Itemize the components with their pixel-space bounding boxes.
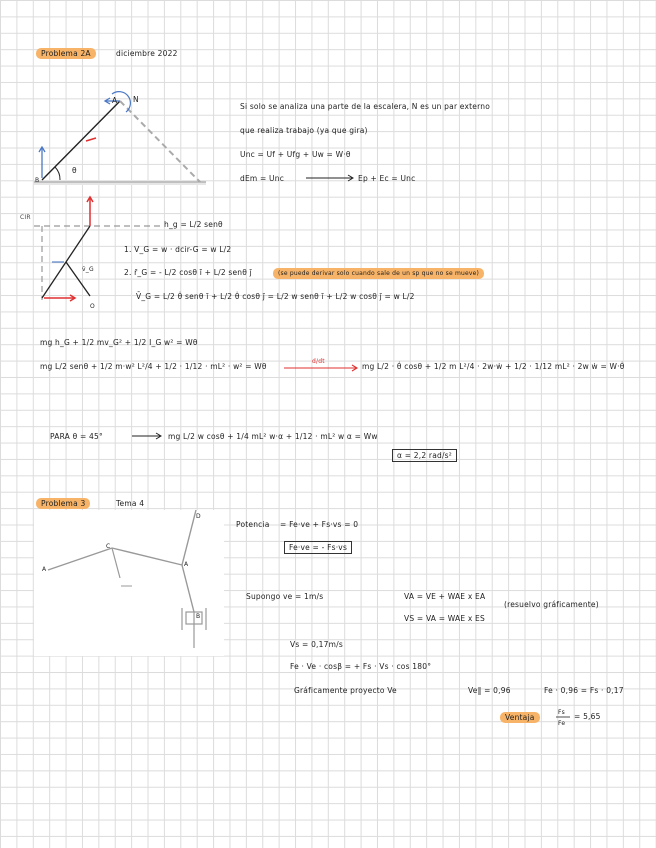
- ventaja-val: = 5,65: [574, 712, 601, 721]
- label-d-left: A: [42, 566, 47, 573]
- label-cir: CIR: [20, 214, 31, 221]
- label-b: B: [35, 177, 40, 184]
- text-line-5: Ep + Ec = Unc: [358, 174, 416, 183]
- eq-2-note: (se puede derivar solo cuando sale de un sp que no se mueve): [273, 268, 484, 279]
- ventaja-label: Ventaja: [500, 712, 540, 723]
- label-b3: B: [196, 613, 201, 620]
- label-theta: θ: [72, 166, 77, 175]
- label-c: C: [106, 543, 111, 550]
- energy-eq-3: mg L/2 · θ̇ cosθ + 1/2 m L²/4 · 2w·ẇ + 1/2 · 1/12 mL² · 2w ẇ = W·θ̇: [362, 362, 625, 371]
- label-a: A: [112, 96, 118, 105]
- ventaja-den: Fe: [558, 720, 566, 727]
- vs-eq: VS = VA = WAE x ES: [404, 614, 485, 623]
- graf-line: Gráficamente proyecto Ve: [294, 686, 397, 695]
- boxed-eq: Fe·ve = - Fs·vs: [284, 541, 352, 554]
- note-graf: (resuelvo gráficamente): [504, 600, 599, 609]
- potencia-eq: = Fe·ve + Fs·vs = 0: [280, 520, 359, 529]
- para-eq: mg L/2 w cosθ + 1/4 mL² w·α + 1/12 · mL² w α = Ww: [168, 432, 378, 441]
- eq-2: 2. r̄_G = - L/2 cosθ ī + L/2 senθ j̄: [124, 268, 252, 277]
- fe-eq: Fe · 0,96 = Fs · 0,17: [544, 686, 624, 695]
- text-line-1: Si solo se analiza una parte de la escalera, N es un par externo: [240, 102, 490, 111]
- vep: Ve‖ = 0,96: [468, 686, 511, 695]
- result-box: α = 2,2 rad/s²: [392, 449, 457, 462]
- text-line-4: dEm = Unc: [240, 174, 285, 183]
- power-eq: Fe · Ve · cosβ = + Fs · Vs · cos 180°: [290, 662, 432, 671]
- energy-eq-2: mg L/2 senθ + 1/2 m·w² L²/4 + 1/2 · 1/12 · mL² · w² = Wθ: [40, 362, 267, 371]
- eq-vg: V̄_G = L/2 θ̇ senθ ī + L/2 θ̇ cosθ j̄ = L/2 w senθ ī + L/2 w cosθ j̄ = w L/2: [136, 292, 415, 301]
- ventaja-num: Fs: [558, 709, 565, 716]
- energy-eq: mg h_G + 1/2 mv_G² + 1/2 I_G w² = Wθ: [40, 338, 198, 347]
- supongo: Supongo ve = 1m/s: [246, 592, 324, 601]
- problem3-title: Problema 3: [36, 498, 90, 509]
- label-n: N: [133, 95, 139, 104]
- text-line-2: que realiza trabajo (ya que gira): [240, 126, 368, 135]
- label-d: D: [196, 513, 201, 520]
- problem2a-title: Problema 2A: [36, 48, 96, 59]
- text-line-3: Unc = Uf + Ufg + Uw = W·θ: [240, 150, 351, 159]
- eq-hg: h_g = L/2 senθ: [164, 220, 223, 229]
- va-eq: VA = VE + WAE x EA: [404, 592, 486, 601]
- label-a3: A: [184, 561, 189, 568]
- problem3-subtitle: Tema 4: [116, 499, 145, 508]
- label-vg: v̄_G: [82, 266, 94, 273]
- eq-1: 1. V_G = w · dcir-G = w L/2: [124, 245, 232, 254]
- problem2a-date: diciembre 2022: [116, 49, 178, 58]
- vs-val: Vs = 0,17m/s: [290, 640, 343, 649]
- deriv-label: d/dt: [312, 358, 325, 365]
- para-label: PARA θ = 45°: [50, 432, 103, 441]
- potencia-label: Potencia: [236, 520, 270, 529]
- label-o: O: [90, 303, 95, 310]
